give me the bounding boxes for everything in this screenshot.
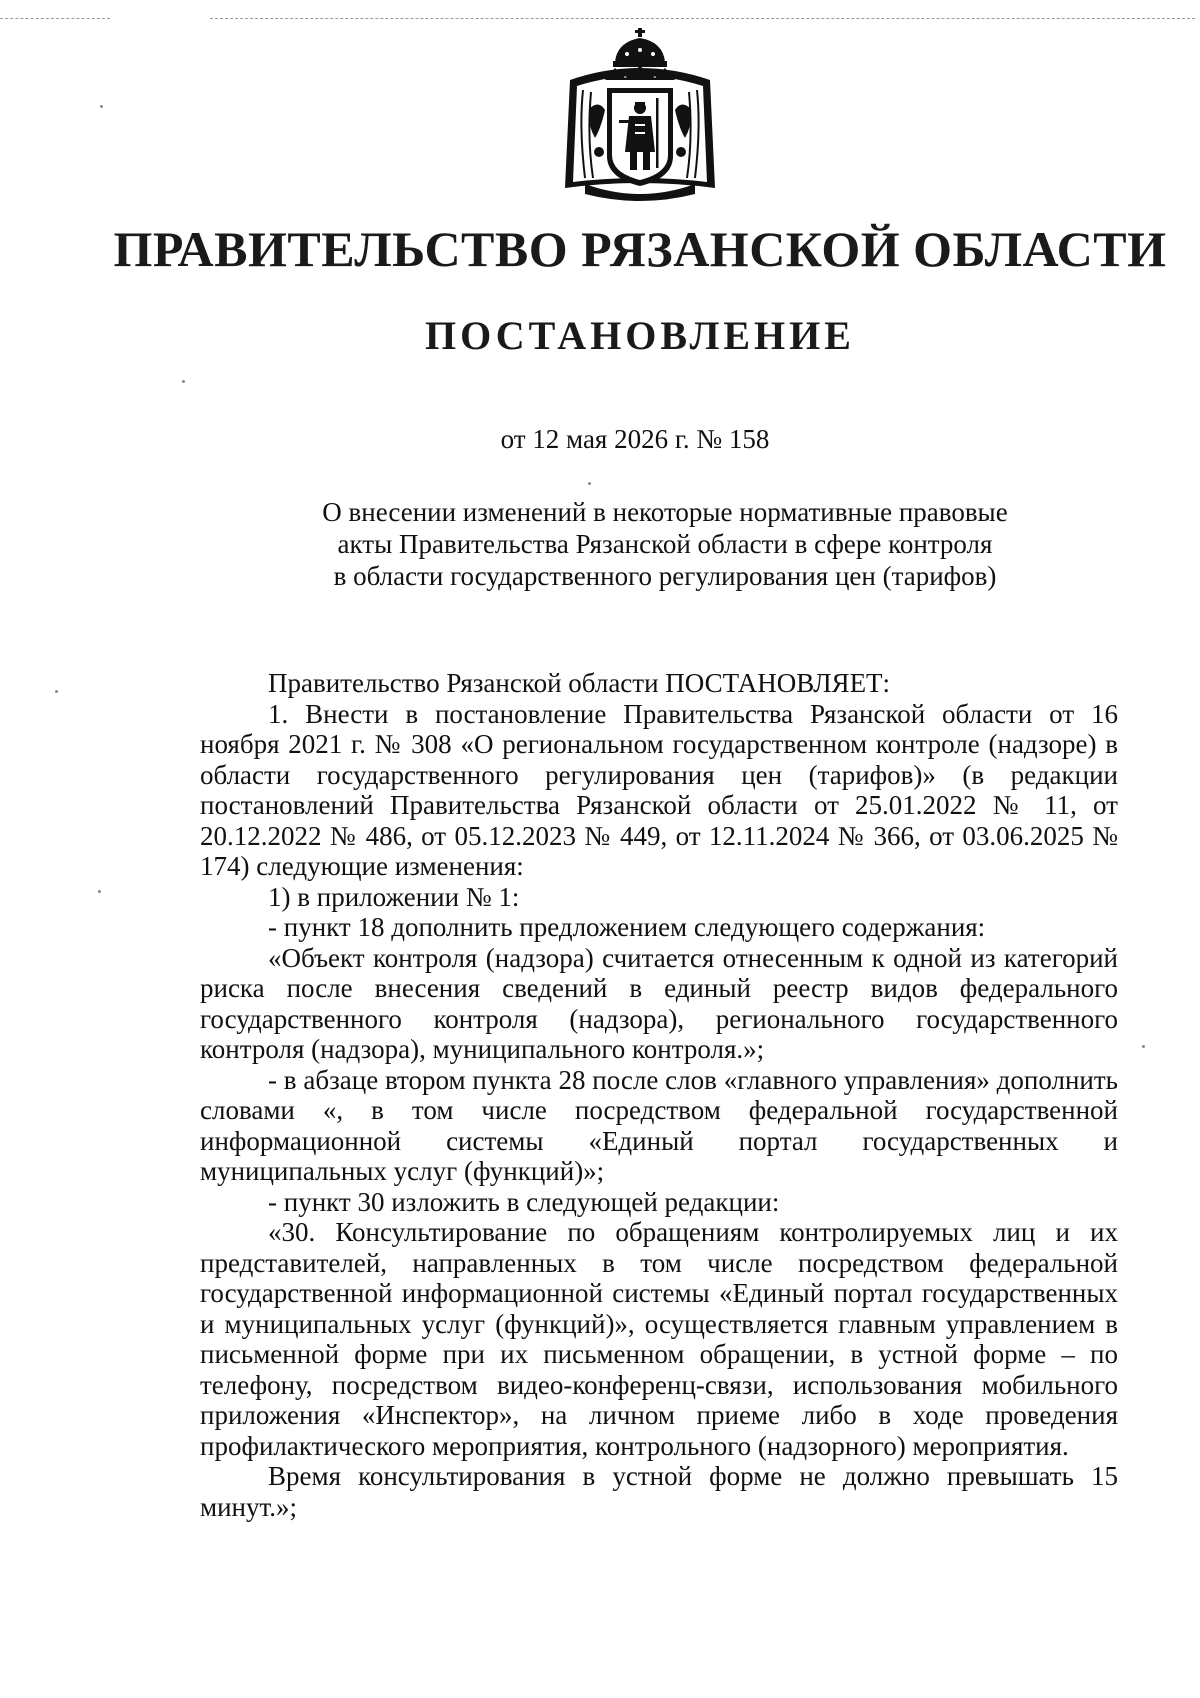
body-paragraph-amendment: - пункт 18 дополнить предложением следующего содержания: — [268, 912, 986, 942]
scan-speck — [55, 690, 58, 693]
scan-speck — [98, 890, 101, 893]
scan-speck — [182, 380, 185, 383]
scan-edge-line — [0, 18, 110, 19]
document-type-heading: ПОСТАНОВЛЕНИЕ — [425, 313, 855, 358]
subject-line: в области государственного регулирования цен (тарифов) — [333, 561, 997, 591]
body-paragraph-quote: Время консультирования в устной форме не должно превышать 15 минут.»; — [200, 1461, 1118, 1522]
body-paragraph-item-1: 1. Внести в постановление Правительства Рязанской области от 16 ноября 2021 г. № 308 «О региональном государственном контроле (надзоре) в области государственного регулирования цен (тарифов)» (в редакции постановлений Правительства Рязанской области от 25.01.2022 № 11, от 20.12.2022 № 486, от 05.12.2023 № 449, от 12.11.2024 № 366, от 03.06.2025 № 174) следующие изменения: — [200, 698, 1118, 881]
resolution-intro: Правительство Рязанской области ПОСТАНОВЛЯЕТ: — [268, 668, 891, 698]
subject-line: акты Правительства Рязанской области в сфере контроля — [337, 529, 993, 559]
document-body — [200, 668, 1118, 1522]
scan-edge-line — [210, 18, 1195, 19]
document-subject — [290, 496, 1040, 592]
scan-speck — [588, 482, 591, 485]
subject-line: О внесении изменений в некоторые нормативные правовые — [322, 497, 1008, 527]
body-paragraph-quote: «30. Консультирование по обращениям контролируемых лиц и их представителей, направленных в том числе посредством федеральной государственной информационной системы «Единый портал государственных и муниципальных услуг (функций)», осуществляется главным управлением в письменной форме при их письменном обращении, в устной форме – по телефону, посредством видео-конференц-связи, использования мобильного приложения «Инспектор», на личном приеме либо в ходе проведения профилактического мероприятия, контрольного (надзорного) мероприятия. — [200, 1217, 1118, 1461]
coat-of-arms-icon — [555, 28, 725, 208]
scan-speck — [1142, 1045, 1145, 1048]
organization-title: ПРАВИТЕЛЬСТВО РЯЗАНСКОЙ ОБЛАСТИ — [113, 221, 1167, 277]
body-paragraph-amendment: - пункт 30 изложить в следующей редакции: — [268, 1186, 780, 1217]
document-date-number: от 12 мая 2026 г. № 158 — [500, 424, 770, 454]
body-paragraph-subitem: 1) в приложении № 1: — [268, 881, 520, 912]
body-paragraph-quote: «Объект контроля (надзора) считается отнесенным к одной из категорий риска после внесения сведений в единый реестр видов федерального государственного контроля (надзора), регионального государственного контроля (надзора), муниципального контроля.»; — [200, 942, 1118, 1064]
body-paragraph-amendment: - в абзаце втором пункта 28 после слов «главного управления» дополнить словами «, в том числе посредством федеральной государственной информационной системы «Единый портал государственных и муниципальных услуг (функций)»; — [200, 1064, 1118, 1186]
scan-speck — [100, 105, 103, 108]
